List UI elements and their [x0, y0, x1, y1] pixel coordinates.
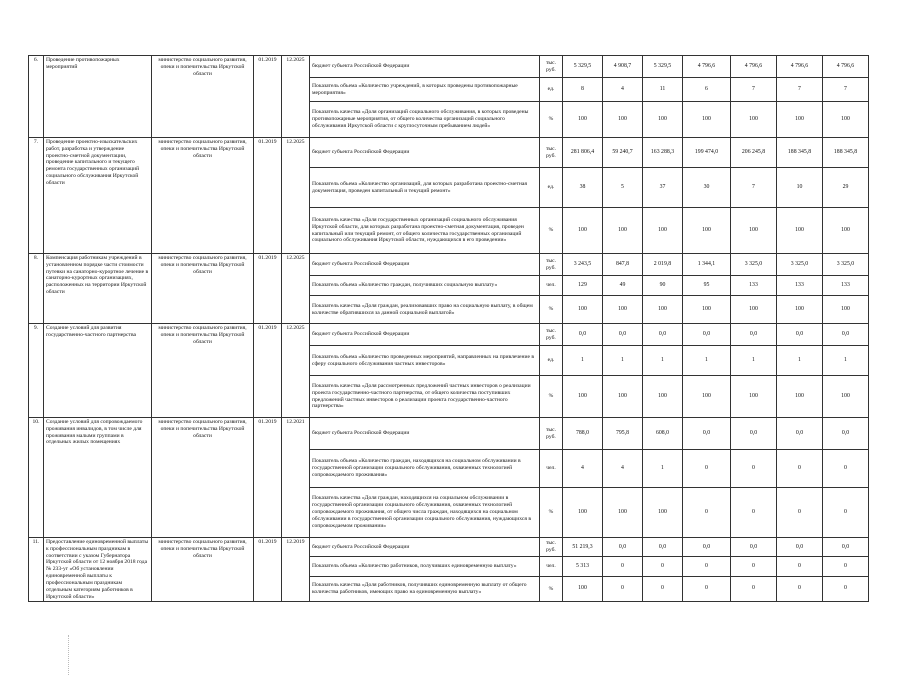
scan-margin-mark	[68, 635, 70, 675]
indicator-value: 29	[823, 168, 869, 208]
indicator-value: 0	[731, 557, 777, 576]
indicator-value: 100	[731, 208, 777, 254]
indicator-value: 1	[823, 346, 869, 376]
indicator-value: 100	[603, 488, 643, 538]
indicator-value: 163 288,3	[643, 138, 683, 168]
indicator-value: 0,0	[731, 538, 777, 557]
measure-number: 8.	[29, 254, 44, 324]
indicator-unit: ед.	[540, 78, 563, 102]
indicator-value: 0	[731, 488, 777, 538]
indicator-value: 1	[603, 346, 643, 376]
indicator-unit: тыс. руб.	[540, 138, 563, 168]
indicator-label: бюджет субъекта Российской Федерации	[310, 138, 540, 168]
indicator-value: 0,0	[777, 324, 823, 346]
indicator-value: 0	[603, 557, 643, 576]
measure-end-date: 12.2025	[282, 138, 310, 254]
measure-start-date: 01.2019	[254, 418, 282, 538]
indicator-unit: %	[540, 376, 563, 418]
measure-number: 10.	[29, 418, 44, 538]
indicator-value: 188 345,8	[777, 138, 823, 168]
indicator-value: 100	[563, 376, 603, 418]
table-row	[29, 418, 869, 450]
indicator-label: Показатель объема «Количество граждан, получивших социальную выплату»	[310, 276, 540, 296]
table-row	[29, 56, 869, 78]
indicator-value: 4	[563, 450, 603, 488]
measure-number: 9.	[29, 324, 44, 418]
indicator-unit: %	[540, 208, 563, 254]
table-row	[29, 254, 869, 276]
indicator-value: 100	[731, 296, 777, 324]
table-row	[29, 538, 869, 557]
indicator-value: 7	[731, 78, 777, 102]
indicator-value: 4 796,6	[683, 56, 731, 78]
indicator-value: 38	[563, 168, 603, 208]
measure-name: Компенсация работникам учреждений в установленном порядке части стоимости путевки на санаторно-курортное лечение в санаторно-курортных организациях, расположенных на территории Иркутской области	[44, 254, 152, 324]
indicator-value: 100	[683, 296, 731, 324]
indicator-value: 100	[603, 208, 643, 254]
indicator-value: 0,0	[823, 538, 869, 557]
indicator-value: 281 806,4	[563, 138, 603, 168]
indicator-unit: %	[540, 488, 563, 538]
indicator-value: 100	[643, 488, 683, 538]
measure-end-date: 12.2021	[282, 418, 310, 538]
indicator-value: 11	[643, 78, 683, 102]
indicator-value: 0,0	[777, 538, 823, 557]
indicator-value: 100	[823, 102, 869, 138]
indicator-value: 100	[683, 102, 731, 138]
indicator-value: 0,0	[603, 324, 643, 346]
measure-start-date: 01.2019	[254, 254, 282, 324]
indicator-value: 6	[683, 78, 731, 102]
indicator-value: 100	[683, 376, 731, 418]
indicator-value: 129	[563, 276, 603, 296]
measure-end-date: 12.2025	[282, 324, 310, 418]
indicator-value: 0	[603, 576, 643, 602]
measure-number: 6.	[29, 56, 44, 138]
indicator-label: Показатель качества «Доля государственных организаций социального обслуживания Иркутской области, для которых разработана проектно-сметная документация, проведен капитальный или текущий ремонт, от общего количества государственных организаций социального обслуживания Иркутской области, нуждающихся в его проведении»	[310, 208, 540, 254]
indicator-value: 49	[603, 276, 643, 296]
indicator-value: 1	[683, 346, 731, 376]
table-row	[29, 324, 869, 346]
indicator-value: 4 796,6	[731, 56, 777, 78]
indicator-value: 0	[683, 488, 731, 538]
indicator-value: 0,0	[603, 538, 643, 557]
measure-name: Проведение противопожарных мероприятий	[44, 56, 152, 138]
indicator-unit: тыс. руб.	[540, 538, 563, 557]
indicator-value: 0	[731, 450, 777, 488]
indicator-value: 100	[563, 296, 603, 324]
indicator-value: 133	[777, 276, 823, 296]
indicator-value: 0,0	[777, 418, 823, 450]
indicator-label: Показатель объема «Количество учреждений, в которых проведены противопожарные мероприятия»	[310, 78, 540, 102]
indicator-value: 0,0	[731, 418, 777, 450]
indicator-value: 4 908,7	[603, 56, 643, 78]
indicator-value: 7	[731, 168, 777, 208]
indicator-value: 0	[823, 450, 869, 488]
indicator-value: 788,0	[563, 418, 603, 450]
indicator-value: 199 474,0	[683, 138, 731, 168]
indicator-value: 100	[603, 296, 643, 324]
measure-start-date: 01.2019	[254, 538, 282, 602]
indicator-label: бюджет субъекта Российской Федерации	[310, 418, 540, 450]
indicator-unit: тыс. руб.	[540, 324, 563, 346]
indicator-value: 133	[731, 276, 777, 296]
indicator-label: Показатель качества «Доля рассмотренных предложений частных инвесторов о реализации проекта государственно-частного партнерства, от общего количества поступивших предложений частных инвесторов о реализации проекта государственно-частного партнерства»	[310, 376, 540, 418]
indicator-value: 100	[731, 376, 777, 418]
indicator-value: 7	[823, 78, 869, 102]
indicator-value: 188 345,8	[823, 138, 869, 168]
measure-name: Проведение проектно-изыскательских работ, разработка и утверждение проектно-сметной документации, проведение капитального и текущего ремонта государственных организаций социального обслуживания Иркутской области	[44, 138, 152, 254]
measure-end-date: 12.2025	[282, 56, 310, 138]
indicator-value: 0,0	[823, 324, 869, 346]
indicator-unit: чел.	[540, 557, 563, 576]
indicator-value: 0,0	[643, 538, 683, 557]
indicator-value: 0,0	[563, 324, 603, 346]
indicator-label: Показатель качества «Доля граждан, реализовавших право на социальную выплату, в общем количестве обратившихся за данной социальной выплатой»	[310, 296, 540, 324]
indicator-value: 1	[777, 346, 823, 376]
indicator-value: 100	[823, 208, 869, 254]
measure-name: Создание условий для сопровождаемого проживания инвалидов, в том числе для проживания малыми группами в отдельных жилых помещениях	[44, 418, 152, 538]
indicator-value: 7	[777, 78, 823, 102]
indicator-value: 0	[777, 488, 823, 538]
indicator-label: бюджет субъекта Российской Федерации	[310, 56, 540, 78]
indicator-value: 0,0	[683, 418, 731, 450]
indicator-unit: чел.	[540, 450, 563, 488]
indicator-value: 0,0	[643, 324, 683, 346]
indicator-label: бюджет субъекта Российской Федерации	[310, 254, 540, 276]
indicator-unit: %	[540, 102, 563, 138]
measure-name: Создание условий для развития государственно-частного партнерства	[44, 324, 152, 418]
measure-start-date: 01.2019	[254, 138, 282, 254]
indicator-value: 90	[643, 276, 683, 296]
indicator-value: 0	[777, 450, 823, 488]
indicator-value: 0,0	[683, 324, 731, 346]
indicator-value: 847,8	[603, 254, 643, 276]
indicator-value: 100	[777, 376, 823, 418]
indicator-value: 30	[683, 168, 731, 208]
indicator-value: 0	[683, 450, 731, 488]
indicator-value: 3 325,0	[731, 254, 777, 276]
indicator-value: 4	[603, 78, 643, 102]
indicator-label: Показатель качества «Доля организаций социального обслуживания, в которых проведены противопожарные мероприятия, от общего количества организаций социального обслуживания Иркутской области с круглосуточным пребыванием людей»	[310, 102, 540, 138]
indicator-value: 100	[563, 208, 603, 254]
indicator-unit: %	[540, 576, 563, 602]
indicator-value: 5 313	[563, 557, 603, 576]
indicator-value: 100	[563, 488, 603, 538]
indicator-unit: тыс. руб.	[540, 254, 563, 276]
indicator-value: 1	[643, 346, 683, 376]
indicator-label: Показатель объема «Количество работников, получивших единовременную выплату»	[310, 557, 540, 576]
measure-end-date: 12.2019	[282, 538, 310, 602]
indicator-value: 0	[823, 488, 869, 538]
indicator-value: 0,0	[823, 418, 869, 450]
indicator-value: 1	[563, 346, 603, 376]
indicator-value: 1 344,1	[683, 254, 731, 276]
indicator-value: 608,0	[643, 418, 683, 450]
indicator-value: 4 796,6	[777, 56, 823, 78]
indicator-unit: тыс. руб.	[540, 56, 563, 78]
measure-executor: министерство социального развития, опеки и попечительства Иркутской области	[152, 538, 254, 602]
indicator-value: 0	[823, 576, 869, 602]
indicator-label: Показатель объема «Количество граждан, находящихся на социальном обслуживании в государственной организации социального обслуживания, охваченных технологией сопровождаемого проживания»	[310, 450, 540, 488]
indicator-value: 100	[731, 102, 777, 138]
measure-executor: министерство социального развития, опеки и попечительства Иркутской области	[152, 418, 254, 538]
indicator-value: 4 796,6	[823, 56, 869, 78]
indicator-value: 795,8	[603, 418, 643, 450]
indicator-value: 100	[777, 296, 823, 324]
indicator-value: 0	[731, 576, 777, 602]
indicator-value: 100	[823, 296, 869, 324]
indicator-value: 0	[643, 557, 683, 576]
indicator-value: 59 240,7	[603, 138, 643, 168]
measure-number: 7.	[29, 138, 44, 254]
indicator-value: 8	[563, 78, 603, 102]
indicator-value: 100	[683, 208, 731, 254]
indicator-value: 95	[683, 276, 731, 296]
indicator-value: 10	[777, 168, 823, 208]
indicator-value: 1	[731, 346, 777, 376]
indicator-value: 100	[777, 208, 823, 254]
indicator-label: Показатель объема «Количество проведенных мероприятий, направленных на привлечение в сферу социального обслуживания частных инвесторов»	[310, 346, 540, 376]
indicator-value: 0,0	[731, 324, 777, 346]
indicator-value: 0	[683, 576, 731, 602]
indicator-value: 100	[643, 296, 683, 324]
indicator-value: 3 325,0	[823, 254, 869, 276]
program-measures-sheet	[28, 55, 868, 602]
indicator-value: 5 329,5	[563, 56, 603, 78]
measure-executor: министерство социального развития, опеки и попечительства Иркутской области	[152, 324, 254, 418]
indicator-value: 100	[643, 208, 683, 254]
indicator-value: 100	[823, 376, 869, 418]
indicator-value: 100	[777, 102, 823, 138]
indicator-value: 5	[603, 168, 643, 208]
indicator-label: бюджет субъекта Российской Федерации	[310, 538, 540, 557]
indicator-value: 0	[683, 557, 731, 576]
measure-name: Предоставление единовременной выплаты к профессиональным праздникам в соответствии с указом Губернатора Иркутской области от 12 ноября 2018 года № 233-уг «Об установлении единовременной выплаты к профессиональным праздникам отдельным категориям работников в Иркутской области»	[44, 538, 152, 602]
indicator-label: Показатель качества «Доля граждан, находящихся на социальном обслуживании в государственной организации социального обслуживания, охваченных технологией сопровождаемого проживания, от общего числа граждан, находящихся на социальном обслуживании в государственной организации социального обслуживания, нуждающихся в сопровождаемом проживании»	[310, 488, 540, 538]
indicator-value: 51 219,3	[563, 538, 603, 557]
indicator-value: 0	[777, 576, 823, 602]
measures-table	[28, 55, 869, 602]
measure-executor: министерство социального развития, опеки и попечительства Иркутской области	[152, 138, 254, 254]
indicator-label: Показатель объема «Количество организаций, для которых разработана проектно-сметная документация, проведен капитальный и текущий ремонт»	[310, 168, 540, 208]
indicator-value: 1	[643, 450, 683, 488]
indicator-value: 4	[603, 450, 643, 488]
indicator-value: 133	[823, 276, 869, 296]
indicator-label: Показатель качества «Доля работников, получивших единовременную выплату от общего количества работников, имеющих право на единовременную выплату»	[310, 576, 540, 602]
indicator-unit: ед.	[540, 168, 563, 208]
indicator-label: бюджет субъекта Российской Федерации	[310, 324, 540, 346]
indicator-value: 100	[563, 576, 603, 602]
measure-number: 11.	[29, 538, 44, 602]
measure-start-date: 01.2019	[254, 324, 282, 418]
indicator-unit: %	[540, 296, 563, 324]
indicator-value: 100	[643, 102, 683, 138]
measure-start-date: 01.2019	[254, 56, 282, 138]
indicator-unit: ед.	[540, 346, 563, 376]
indicator-value: 2 019,8	[643, 254, 683, 276]
measure-end-date: 12.2025	[282, 254, 310, 324]
measure-executor: министерство социального развития, опеки и попечительства Иркутской области	[152, 254, 254, 324]
indicator-value: 100	[643, 376, 683, 418]
indicator-unit: тыс. руб.	[540, 418, 563, 450]
indicator-value: 100	[603, 376, 643, 418]
measure-executor: министерство социального развития, опеки и попечительства Иркутской области	[152, 56, 254, 138]
indicator-value: 0	[643, 576, 683, 602]
table-row	[29, 138, 869, 168]
indicator-value: 3 325,0	[777, 254, 823, 276]
indicator-value: 206 245,8	[731, 138, 777, 168]
indicator-value: 100	[603, 102, 643, 138]
indicator-value: 100	[563, 102, 603, 138]
indicator-value: 37	[643, 168, 683, 208]
indicator-value: 0,0	[683, 538, 731, 557]
indicator-value: 3 243,5	[563, 254, 603, 276]
indicator-value: 5 329,5	[643, 56, 683, 78]
indicator-value: 0	[823, 557, 869, 576]
indicator-value: 0	[777, 557, 823, 576]
indicator-unit: чел.	[540, 276, 563, 296]
